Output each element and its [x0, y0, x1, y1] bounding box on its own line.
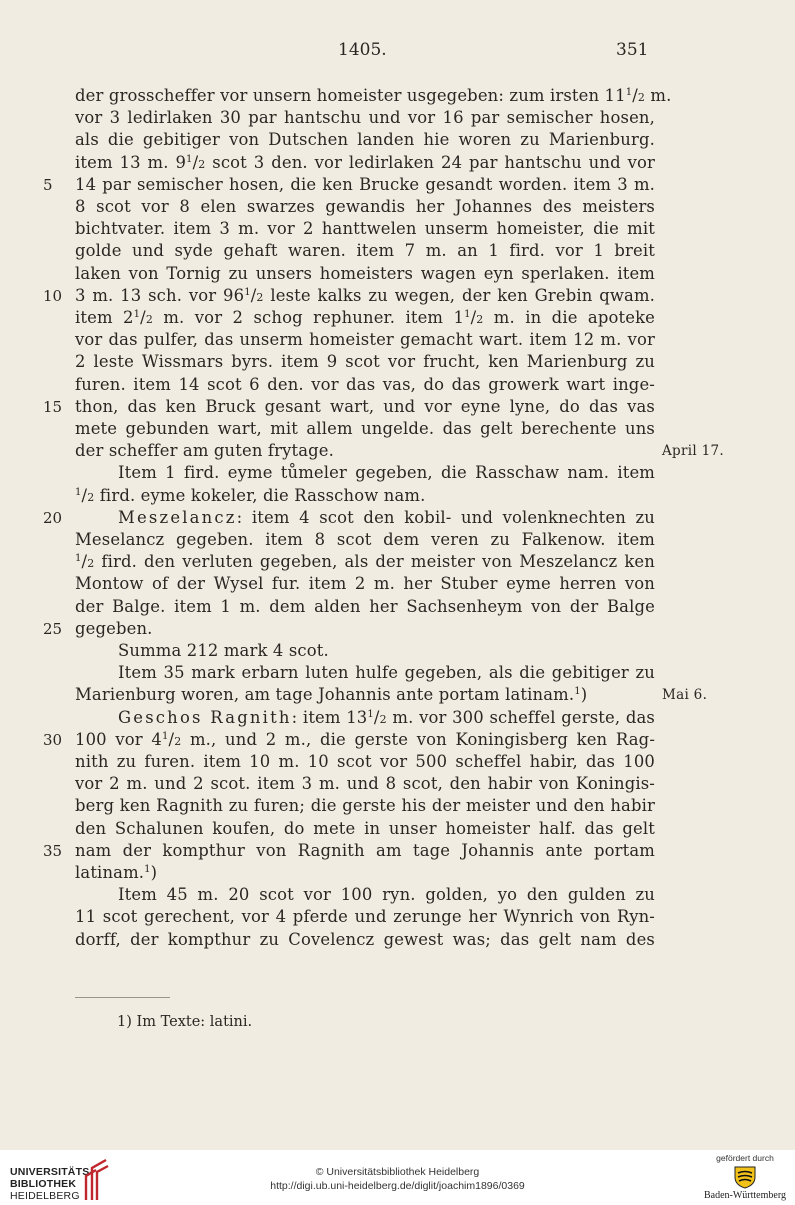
library-logo[interactable] [10, 1156, 120, 1202]
line-text: thon, das ken Bruck gesant wart, und vor eyne lyne, do das vas [75, 396, 655, 416]
text-line [0, 640, 795, 662]
line-text: Item 45 m. 20 scot vor 100 ryn. golden, yo den gulden zu [118, 885, 655, 905]
line-text: mete gebunden wart, mit allem ungelde. das gelt berechente uns [75, 419, 655, 438]
viewer-footer [0, 1150, 795, 1205]
line-text: dorff, der kompthur zu Covelencz gewest was; das gelt nam des [75, 929, 655, 949]
text-line [0, 129, 795, 151]
line-number: 30 [43, 730, 63, 749]
line-text: latinam.$^1$) [75, 863, 158, 882]
line-number: 15 [43, 397, 63, 416]
sponsor-label: gefördert durch [716, 1153, 774, 1163]
line-number: 10 [43, 286, 63, 305]
text-line [0, 351, 795, 373]
line-number: 25 [43, 619, 63, 638]
line-text: 100 vor $4^1/2$ m., und 2 m., die gerste von Koningisberg ken Rag- [75, 729, 656, 749]
state-coat-of-arms-icon [730, 1165, 760, 1189]
text-line [0, 729, 795, 751]
page-number: 351 [616, 40, 649, 60]
line-text: nam der kompthur von Ragnith am tage Johannis ante portam [75, 840, 655, 860]
text-line [0, 529, 795, 551]
line-text: bichtvater. item 3 m. vor 2 hanttwelen unserm homeister, die mit [75, 219, 655, 239]
line-text: item $2^1/2$ m. vor 2 schog rephuner. item $1^1/2$ m. in die apoteke [75, 308, 656, 327]
text-line [0, 662, 795, 684]
text-line [0, 329, 795, 351]
running-head [0, 40, 795, 64]
sponsor-block [700, 1153, 790, 1201]
line-text: als die gebitiger von Dutschen landen hie woren zu Marienburg. [75, 130, 655, 150]
text-line [0, 507, 795, 529]
line-text: Meszelancz: item 4 scot den kobil- und volenknechten zu [118, 507, 655, 527]
text-line [0, 906, 795, 928]
line-text: berg ken Ragnith zu furen; die gerste his der meister und den habir [75, 796, 655, 816]
text-line [0, 795, 795, 817]
text-line [0, 684, 795, 706]
library-name-line1: UNIVERSITÄTS- [10, 1166, 94, 1178]
line-text: golde und syde gehaft waren. item 7 m. an 1 fird. vor 1 breit [75, 241, 655, 261]
line-text: 3 m. 13 sch. vor $96^1/2$ leste kalks zu wegen, der ken Grebin qwam. [75, 285, 656, 305]
line-text: Geschos Ragnith: item $13^1/2$ m. vor 300 scheffel gerste, das [118, 707, 655, 727]
line-text: Summa 212 mark 4 scot. [118, 641, 329, 660]
line-text: 14 par semischer hosen, die ken Brucke gesandt worden. item 3 m. [75, 174, 655, 194]
text-line [0, 396, 795, 418]
running-head-year: 1405. [338, 40, 387, 60]
text-line [0, 307, 795, 329]
text-line [0, 573, 795, 595]
line-number: 35 [43, 841, 63, 860]
text-line [0, 196, 795, 218]
text-line [0, 174, 795, 196]
line-text: vor 3 ledirlaken 30 par hantschu und vor 16 par semischer hosen, [75, 108, 655, 128]
line-text: gegeben. [75, 618, 153, 638]
text-line [0, 107, 795, 129]
line-text: vor 2 m. und 2 scot. item 3 m. und 8 scot, den habir von Koningis- [75, 774, 655, 794]
line-text: der grosscheffer vor unsern homeister usgegeben: zum irsten $11^1/2$ m. [75, 86, 672, 105]
text-line [0, 485, 795, 507]
text-line [0, 418, 795, 440]
text-line [0, 440, 795, 462]
library-name-line3: HEIDELBERG [10, 1190, 80, 1202]
text-line [0, 240, 795, 262]
line-number: 5 [43, 175, 53, 194]
library-name-line2: BIBLIOTHEK [10, 1178, 77, 1190]
text-line [0, 596, 795, 618]
library-emblem-icon [80, 1156, 110, 1202]
text-line [0, 263, 795, 285]
line-text: furen. item 14 scot 6 den. vor das vas, do das growerk wart inge- [75, 374, 655, 394]
text-line [0, 218, 795, 240]
text-line [0, 462, 795, 484]
text-line [0, 374, 795, 396]
footnote: 1) Im Texte: latini. [117, 1014, 253, 1030]
line-text: Marienburg woren, am tage Johannis ante portam latinam.$^1$) [75, 685, 588, 705]
line-text: den Schalunen koufen, do mete in unser homeister half. das gelt [75, 818, 655, 838]
text-line [0, 773, 795, 795]
line-text: der scheffer am guten frytage. [75, 441, 335, 461]
line-text: Item 1 fird. eyme tůmeler gegeben, die Rasschaw nam. item [118, 463, 655, 483]
line-text: $^1$/2 fird. eyme kokeler, die Rasschow nam. [75, 485, 426, 505]
text-line [0, 85, 795, 107]
footnote-separator [75, 997, 170, 998]
text-line [0, 285, 795, 307]
text-line [0, 862, 795, 884]
line-text: der Balge. item 1 m. dem alden her Sachsenheym von der Balge [75, 596, 655, 616]
copyright-notice: © Universitätsbibliothek Heidelberg [315, 1166, 480, 1178]
text-line [0, 707, 795, 729]
line-number: 20 [43, 508, 63, 527]
text-line [0, 818, 795, 840]
margin-date: April 17. [662, 443, 724, 460]
text-line [0, 618, 795, 640]
line-text: Montow of der Wysel fur. item 2 m. her Stuber eyme herren von [75, 574, 655, 594]
text-line [0, 929, 795, 951]
text-line [0, 840, 795, 862]
margin-date: Mai 6. [662, 687, 708, 704]
text-line [0, 751, 795, 773]
text-line [0, 551, 795, 573]
sponsor-name: Baden-Württemberg [703, 1190, 786, 1201]
line-text: vor das pulfer, das unserm homeister gemacht wart. item 12 m. vor [75, 330, 655, 350]
line-text: $^1$/2 fird. den verluten gegeben, als der meister von Meszelancz ken [75, 552, 655, 572]
line-text: nith zu furen. item 10 m. 10 scot vor 500 scheffel habir, das 100 [75, 752, 655, 771]
permalink-url[interactable]: http://digi.ub.uni-heidelberg.de/diglit/joachim1896/0369 [270, 1180, 525, 1192]
line-text: 8 scot vor 8 elen swarzes gewandis her Johannes des meisters [75, 197, 655, 216]
text-line [0, 884, 795, 906]
line-text: Item 35 mark erbarn luten hulfe gegeben, als die gebitiger zu [118, 663, 655, 683]
line-text: item 13 m. $9^1/2$ scot 3 den. vor ledirlaken 24 par hantschu und vor [75, 152, 655, 172]
line-text: 2 leste Wissmars byrs. item 9 scot vor frucht, ken Marienburg zu [75, 352, 655, 372]
line-text: Meselancz gegeben. item 8 scot dem veren zu Falkenow. item [75, 530, 655, 549]
text-line [0, 152, 795, 174]
line-text: 11 scot gerechent, vor 4 pferde und zerunge her Wynrich von Ryn- [75, 907, 655, 927]
line-text: laken von Tornig zu unsers homeisters wagen eyn sperlaken. item [75, 263, 655, 283]
